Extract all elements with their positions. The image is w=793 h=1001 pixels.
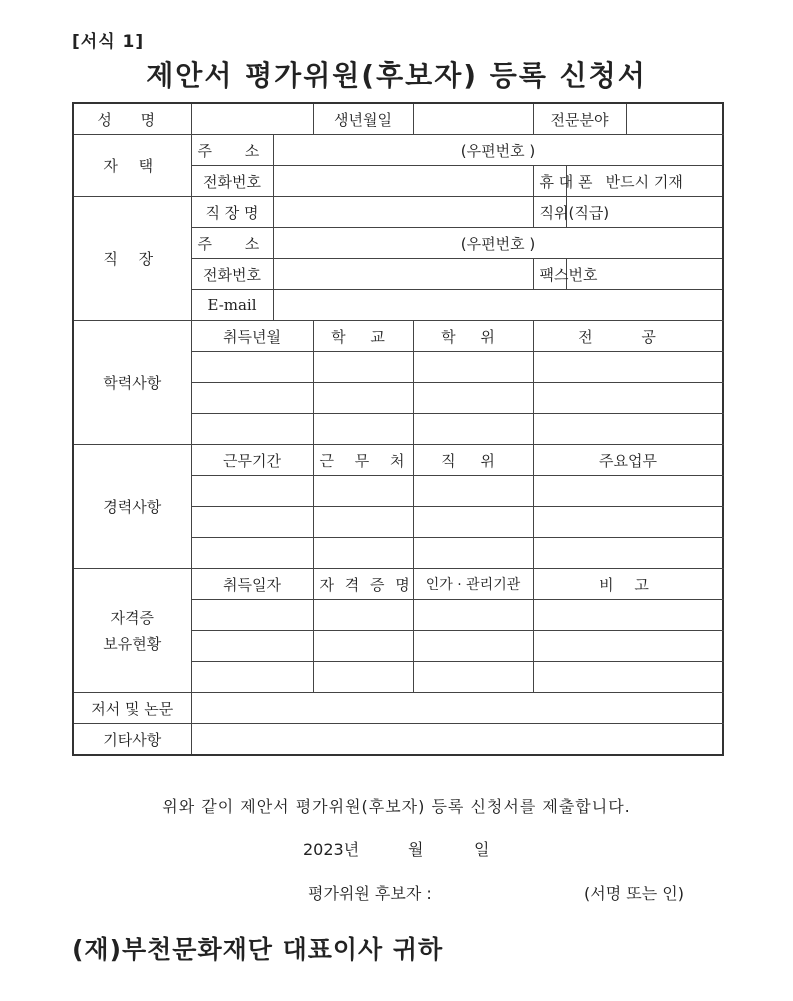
career-cell[interactable] [413, 476, 533, 507]
education-cell[interactable] [191, 414, 313, 445]
education-cell[interactable] [313, 383, 413, 414]
education-cell[interactable] [413, 383, 533, 414]
career-cell[interactable] [533, 538, 723, 569]
education-header-date: 취득년월 [191, 321, 313, 352]
education-cell[interactable] [191, 352, 313, 383]
field-label: 전문분야 [533, 103, 626, 135]
home-phone-label: 전화번호 [191, 166, 273, 197]
workplace-row [73, 197, 723, 228]
career-cell[interactable] [313, 538, 413, 569]
certificate-label-line1: 자격증 [110, 608, 154, 627]
career-section-label: 경력사항 [73, 445, 191, 569]
email-label: E-mail [191, 290, 273, 321]
education-header-school: 학 교 [313, 321, 413, 352]
workplace-label: 직 장 명 [191, 197, 273, 228]
education-header-degree: 학 위 [413, 321, 533, 352]
certificate-header-note: 비 고 [533, 569, 723, 600]
work-address-label: 주 소 [191, 228, 273, 259]
form-number: [서식 1] [72, 32, 145, 52]
career-header-position: 직 위 [413, 445, 533, 476]
education-cell[interactable] [313, 352, 413, 383]
education-cell[interactable] [413, 414, 533, 445]
career-cell[interactable] [191, 507, 313, 538]
certificate-cell[interactable] [313, 662, 413, 693]
publications-row [73, 693, 723, 724]
birth-label: 생년월일 [313, 103, 413, 135]
education-cell[interactable] [191, 383, 313, 414]
education-header-row [73, 321, 723, 352]
education-cell[interactable] [533, 352, 723, 383]
career-header-row [73, 445, 723, 476]
career-cell[interactable] [191, 476, 313, 507]
education-cell[interactable] [313, 414, 413, 445]
education-cell[interactable] [413, 352, 533, 383]
name-field[interactable] [191, 103, 313, 135]
certificate-cell[interactable] [191, 631, 313, 662]
form-title: 제안서 평가위원(후보자) 등록 신청서 [146, 59, 647, 92]
certificate-cell[interactable] [413, 631, 533, 662]
certificate-section-label [73, 569, 191, 693]
date-month: 월 [408, 840, 424, 859]
fax-label: 팩스번호 [533, 259, 566, 290]
certificate-cell[interactable] [533, 631, 723, 662]
publications-label: 저서 및 논문 [73, 693, 191, 724]
workplace-field[interactable] [273, 197, 533, 228]
career-cell[interactable] [313, 507, 413, 538]
certificate-cell[interactable] [533, 600, 723, 631]
certificate-cell[interactable] [413, 662, 533, 693]
career-cell[interactable] [413, 507, 533, 538]
career-cell[interactable] [191, 538, 313, 569]
certificate-header-agency: 인가 · 관리기관 [413, 569, 533, 600]
email-field[interactable] [273, 290, 723, 321]
birth-field[interactable] [413, 103, 533, 135]
other-field[interactable] [191, 724, 723, 756]
education-section-label: 학력사항 [73, 321, 191, 445]
work-section-label: 직 장 [73, 197, 191, 321]
certificate-cell[interactable] [533, 662, 723, 693]
education-header-major: 전 공 [533, 321, 723, 352]
education-cell[interactable] [533, 414, 723, 445]
certificate-header-date: 취득일자 [191, 569, 313, 600]
personal-row [73, 103, 723, 135]
career-cell[interactable] [313, 476, 413, 507]
education-cell[interactable] [533, 383, 723, 414]
certificate-header-name: 자 격 증 명 [313, 569, 413, 600]
home-address-label: 주 소 [191, 135, 273, 166]
certificate-header-row [73, 569, 723, 600]
home-address-row [73, 135, 723, 166]
home-address-field[interactable]: (우편번호 ) [273, 135, 723, 166]
date-year: 2023년 [303, 840, 360, 859]
work-address-field[interactable]: (우편번호 ) [273, 228, 723, 259]
mobile-field[interactable]: 반드시 기재 [566, 166, 723, 197]
certificate-cell[interactable] [191, 600, 313, 631]
publications-field[interactable] [191, 693, 723, 724]
certificate-cell[interactable] [313, 600, 413, 631]
date-day: 일 [474, 840, 490, 859]
application-form-table [72, 102, 724, 756]
certificate-cell[interactable] [313, 631, 413, 662]
work-phone-field[interactable] [273, 259, 533, 290]
career-header-workplace: 근 무 처 [313, 445, 413, 476]
career-cell[interactable] [533, 507, 723, 538]
certificate-cell[interactable] [413, 600, 533, 631]
field-field[interactable] [626, 103, 723, 135]
career-header-duties: 주요업무 [533, 445, 723, 476]
career-cell[interactable] [533, 476, 723, 507]
addressee: (재)부천문화재단 대표이사 귀하 [72, 935, 444, 964]
home-section-label: 자 택 [73, 135, 191, 197]
certificate-cell[interactable] [191, 662, 313, 693]
certificate-label-line2: 보유현황 [103, 634, 162, 653]
name-label: 성 명 [73, 103, 191, 135]
career-header-period: 근무기간 [191, 445, 313, 476]
work-phone-label: 전화번호 [191, 259, 273, 290]
other-row [73, 724, 723, 756]
mobile-label: 휴 대 폰 [533, 166, 566, 197]
signature-label: (서명 또는 인) [584, 884, 684, 903]
submission-statement: 위와 같이 제안서 평가위원(후보자) 등록 신청서를 제출합니다. [162, 797, 631, 816]
candidate-label: 평가위원 후보자 : [308, 884, 432, 903]
other-label: 기타사항 [73, 724, 191, 756]
position-label: 직위(직급) [533, 197, 566, 228]
home-phone-field[interactable] [273, 166, 533, 197]
career-cell[interactable] [413, 538, 533, 569]
